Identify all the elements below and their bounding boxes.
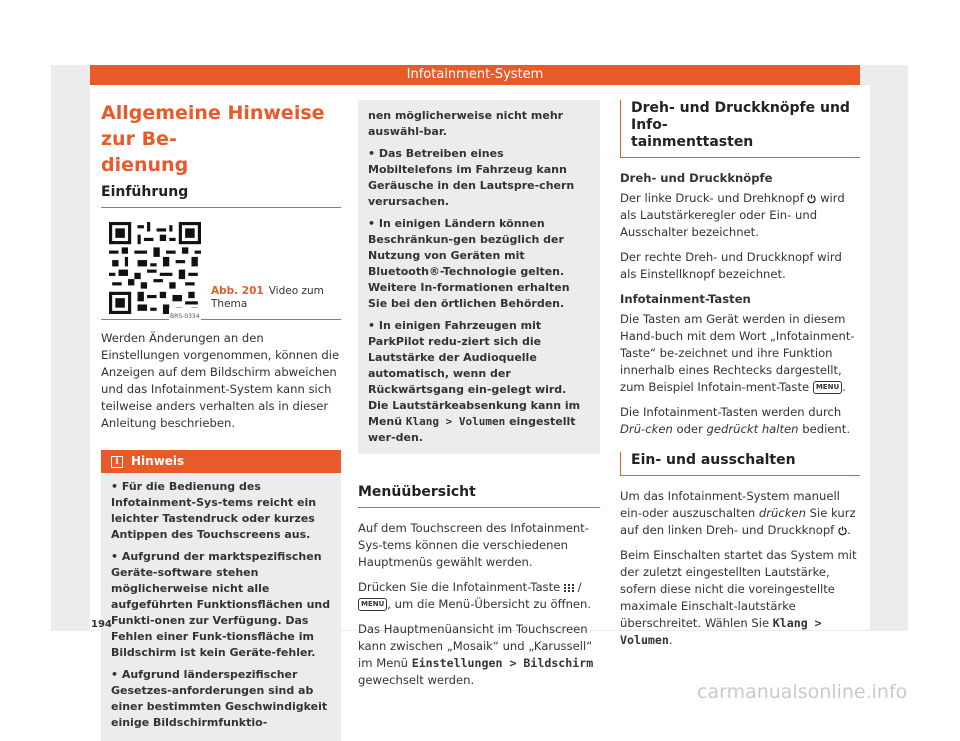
note-item: • Aufgrund länderspezifischer Gesetzes-anforderungen sind ab einer bestimmten Geschwindigkeit einige Bildschirmfunktio- <box>111 668 328 729</box>
note-box-continued <box>358 100 600 454</box>
section-title-ein-ausschalten: Ein- und ausschalten <box>620 452 860 476</box>
power-paragraph-2: Beim Einschalten startet das System mit der zuletzt eingestellten Lautstärke, sofern diese nicht die voreingestellte maximale Einschalt-lautstärke überschreitet. Wählen Sie Klang > Volumen. <box>620 548 857 647</box>
knob-paragraph-1: Der linke Druck- und Drehknopf wird als Lautstärkeregler oder Ein- und Ausschalter bezeichnet. <box>620 191 845 239</box>
note-item: • Das Betreiben eines Mobiltelefons im Fahrzeug kann Geräusche in den Lautspre-chern verursachen. <box>368 147 575 208</box>
note-item: • In einigen Ländern können Beschränkun-gen bezüglich der Nutzung von Geräten mit Bluetooth®-Technologie gelten. Weitere In-formationen erhalten Sie bei den örtlichen Behörden. <box>368 217 570 310</box>
note-title: Hinweis <box>131 454 185 468</box>
page-header: Infotainment-System <box>90 65 860 85</box>
column-middle <box>358 100 600 697</box>
power-icon <box>807 194 816 203</box>
menu-paragraph-2: Drücken Sie die Infotainment-Taste / MENU , um die Menü-Übersicht zu öffnen. <box>358 580 592 611</box>
knob-paragraph-2: Der rechte Dreh- und Druckknopf wird als Einstellknopf bezeichnet. <box>620 250 842 281</box>
note-item: • In einigen Fahrzeugen mit ParkPilot redu-ziert sich die Lautstärke der Audioquelle automatisch, wenn der Rückwärtsgang ein-gelegt wird. Die Lautstärkeabsenkung kann im Menü Klang > Volumen eingestellt wer-den. <box>368 319 581 444</box>
menu-key-icon: MENU <box>813 381 842 394</box>
power-paragraph-1: Um das Infotainment-System manuell ein-oder auszuschalten drücken Sie kurz auf den linken Dreh- und Druckknopf . <box>620 489 856 537</box>
grid-menu-icon <box>564 584 574 592</box>
page-number: 194 <box>91 619 112 630</box>
menu-key-icon: MENU <box>358 598 387 611</box>
note-header <box>101 450 341 473</box>
page-title: Allgemeine Hinweise zur Be- dienung <box>101 102 325 176</box>
column-right <box>620 100 860 657</box>
qr-code-icon[interactable] <box>109 222 201 314</box>
qr-label: BRS-0334 <box>169 308 201 325</box>
section-title-einfuehrung: Einführung <box>101 184 341 208</box>
figure-qr <box>101 220 341 320</box>
figure-number: Abb. 201 <box>211 285 264 297</box>
figure-caption-text: Video zum Thema <box>211 285 324 310</box>
menu-paragraph-3: Das Hauptmenüansicht im Touchscreen kann zwischen „Mosaik“ und „Karussell“ im Menü Einstellungen > Bildschirm gewechselt werden. <box>358 622 594 687</box>
note-item: • Für die Bedienung des Infotainment-Sys-tems reicht ein leichter Tastendruck oder kurzes Antippen des Touchscreens aus. <box>111 480 317 541</box>
keys-paragraph-2: Die Infotainment-Tasten werden durch Drü-cken oder gedrückt halten bedient. <box>620 405 851 436</box>
section-title-menuuebersicht: Menüübersicht <box>358 484 600 508</box>
subheading-infotainment-tasten: Infotainment-Tasten <box>620 292 751 306</box>
keys-paragraph-1: Die Tasten am Gerät werden in diesem Hand-buch mit dem Wort „Infotainment-Taste“ be-zeichnet und ihre Funktion innerhalb eines Rechtecks dargestellt, zum Beispiel Infotain-ment-Taste MENU . <box>620 312 855 394</box>
note-item: nen möglicherweise nicht mehr auswähl-bar. <box>368 109 564 138</box>
figure-caption <box>211 285 341 311</box>
intro-paragraph: Werden Änderungen an den Einstellungen vorgenommen, können die Anzeigen auf dem Bildschirm abweichen und das Infotainment-System kann sich teilweise anders verhalten als in dieser Anleitung beschrieben. <box>101 331 340 430</box>
watermark: carmanualsonline.info <box>697 681 908 703</box>
info-icon: i <box>111 456 123 468</box>
note-item: • Aufgrund der marktspezifischen Geräte-software stehen möglicherweise nicht alle aufgeführten Funktionsflächen und Funkti-onen zur Verfügung. Das Fehlen einer Funk-tionsfläche im Bildschirm ist kein Geräte-fehler. <box>111 550 331 659</box>
menu-paragraph-1: Auf dem Touchscreen des Infotainment-Sys-tems können die verschiedenen Hauptmenüs gewählt werden. <box>358 521 589 569</box>
section-title-drehknoepfe: Dreh- und Druckknöpfe und Info- tainmenttasten <box>620 100 860 158</box>
note-box <box>101 473 341 741</box>
column-left <box>101 100 341 741</box>
power-icon <box>838 526 847 535</box>
subheading-drehknoepfe: Dreh- und Druckknöpfe <box>620 171 773 185</box>
